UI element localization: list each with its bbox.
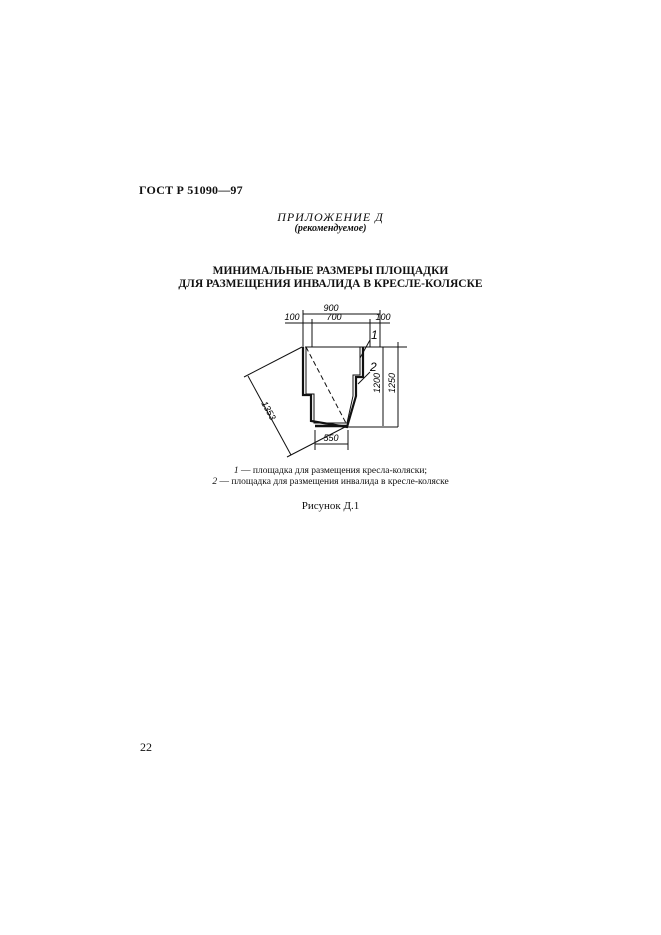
section-title-line-2: ДЛЯ РАЗМЕЩЕНИЯ ИНВАЛИДА В КРЕСЛЕ-КОЛЯСКЕ	[178, 278, 483, 290]
dim-text-1200: 1200	[372, 372, 382, 394]
legend-item-1-text: — площадка для размещения кресла-коляски;	[241, 466, 428, 476]
dim-text-100-right: 100	[375, 312, 391, 322]
dim-text-1353: 1353	[259, 399, 278, 422]
figure-caption: Рисунок Д.1	[301, 500, 360, 512]
legend-item-1-number: 1	[233, 466, 239, 476]
page-number: 22	[140, 740, 152, 754]
legend-item-2-number: 2	[212, 477, 218, 487]
figure-label-1: 1	[371, 328, 378, 342]
legend-item-2	[0, 477, 661, 488]
leader-line-1	[360, 340, 370, 358]
ext-line-diag-top	[244, 347, 302, 377]
dim-text-900: 900	[323, 303, 339, 313]
section-title-line-1: МИНИМАЛЬНЫЕ РАЗМЕРЫ ПЛОЩАДКИ	[212, 265, 449, 277]
dim-text-700: 700	[326, 312, 342, 322]
figure-label-2: 2	[370, 360, 377, 374]
dim-text-1250: 1250	[387, 372, 397, 394]
appendix-subtitle: (рекомендуемое)	[294, 223, 367, 234]
legend-item-2-text: — площадка для размещения инвалида в кресле-коляске	[219, 477, 449, 487]
diagonal-dashed-line	[306, 347, 347, 425]
dim-text-100-left: 100	[284, 312, 300, 322]
drawing-svg	[235, 300, 415, 460]
platform-outline-2	[303, 347, 363, 427]
appendix-title: ПРИЛОЖЕНИЕ Д	[277, 210, 384, 224]
dim-text-550: 550	[323, 433, 339, 443]
legend-item-1	[0, 466, 661, 477]
section-title	[0, 265, 661, 291]
document-header: ГОСТ Р 51090—97	[139, 183, 243, 197]
figure-legend	[0, 466, 661, 488]
platform-dimension-drawing	[235, 300, 415, 460]
